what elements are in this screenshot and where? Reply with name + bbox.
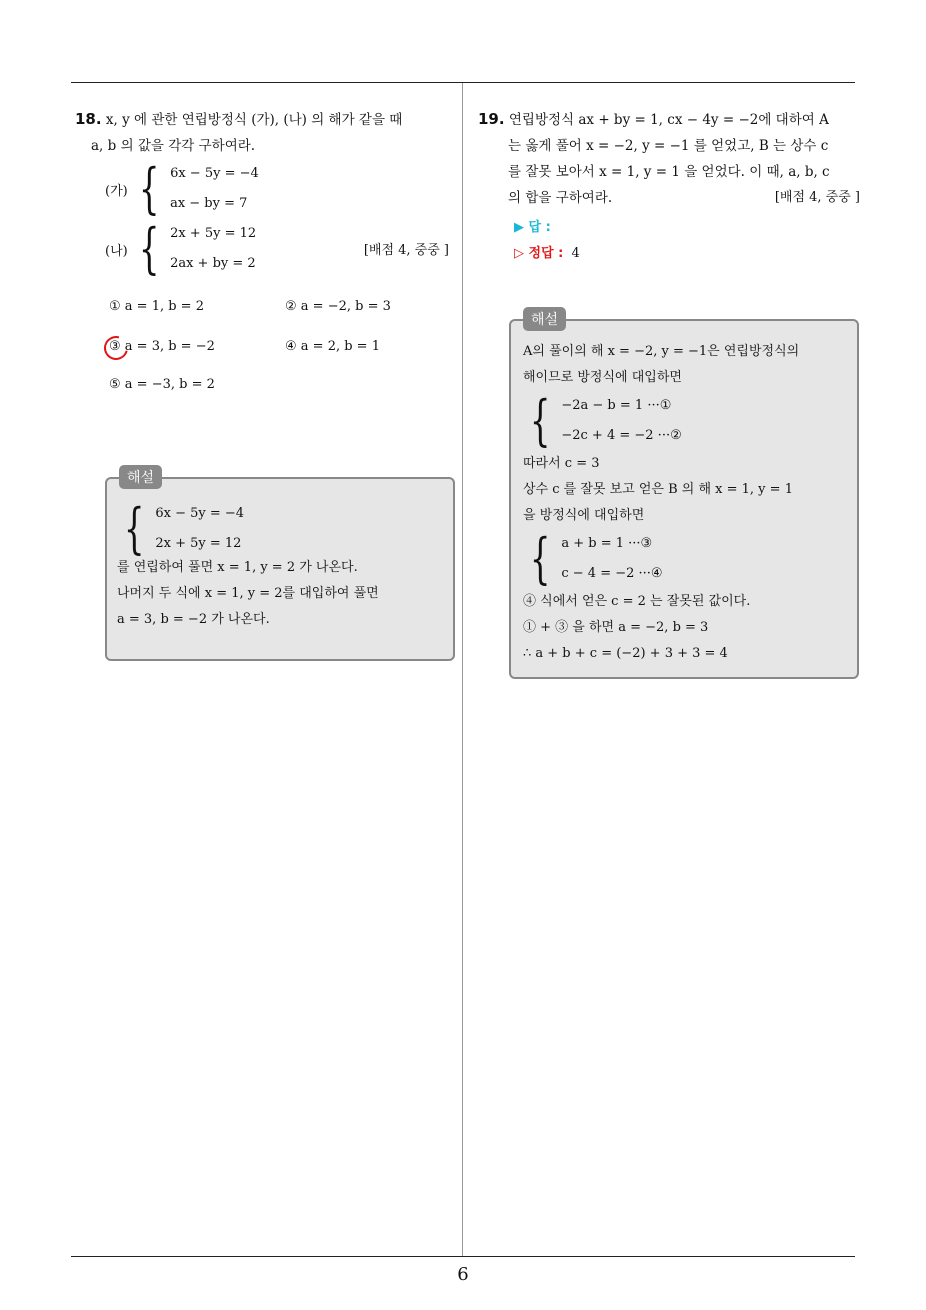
solution-line: 따라서 c = 3 bbox=[523, 456, 600, 471]
column-divider bbox=[462, 83, 463, 1256]
solution-line: ① + ③ 을 하면 a = −2, b = 3 bbox=[523, 620, 709, 635]
question-prompt: 연립방정식 ax + by = 1, cx − 4y = −2에 대하여 A bbox=[508, 112, 829, 128]
solution-box-18 bbox=[105, 470, 455, 661]
equation: 2x + 5y = 12 bbox=[155, 536, 242, 551]
solution-line: A의 풀이의 해 x = −2, y = −1은 연립방정식의 bbox=[523, 344, 800, 359]
page-number: 6 bbox=[457, 1264, 469, 1285]
choice-2[interactable]: ② a = −2, b = 3 bbox=[285, 299, 391, 314]
solution-line: ∴ a + b + c = (−2) + 3 + 3 = 4 bbox=[523, 646, 728, 661]
equation: 2ax + by = 2 bbox=[170, 256, 256, 271]
solution-line: a = 3, b = −2 가 나온다. bbox=[117, 612, 270, 627]
solution-line: 나머지 두 식에 x = 1, y = 2를 대입하여 풀면 bbox=[117, 586, 379, 601]
question-19 bbox=[478, 106, 860, 267]
question-number: 18. bbox=[75, 110, 102, 128]
score-label: [배점 4, 중중 ] bbox=[774, 190, 860, 205]
solution-system-2 bbox=[523, 529, 847, 589]
solution-line: 를 연립하여 풀면 x = 1, y = 2 가 나온다. bbox=[117, 560, 358, 575]
brace-icon: { bbox=[138, 157, 160, 220]
choice-3-label: ③ a = 3, b = −2 bbox=[109, 339, 215, 354]
solution-line: 해이므로 방정식에 대입하면 bbox=[523, 370, 682, 385]
equation: ax − by = 7 bbox=[170, 196, 248, 211]
solution-tag: 해설 bbox=[523, 307, 566, 331]
solution-system-1 bbox=[523, 391, 847, 451]
choice-1[interactable]: ① a = 1, b = 2 bbox=[109, 299, 204, 314]
choice-list bbox=[75, 299, 455, 409]
brace-icon: { bbox=[529, 389, 551, 452]
question-number: 19. bbox=[478, 110, 505, 128]
equation: 2x + 5y = 12 bbox=[170, 226, 257, 241]
question-prompt-cont: a, b 의 값을 각각 구하여라. bbox=[91, 138, 256, 154]
equation: −2a − b = 1 ···① bbox=[561, 398, 672, 413]
question-prompt-cont: 는 옳게 풀어 x = −2, y = −1 를 얻었고, B 는 상수 c bbox=[508, 138, 829, 154]
question-prompt: x, y 에 관한 연립방정식 (가), (나) 의 해가 같을 때 bbox=[105, 112, 403, 128]
system-label: (가) bbox=[105, 183, 128, 199]
question-18 bbox=[75, 106, 455, 409]
system-ga bbox=[105, 159, 455, 219]
choice-5[interactable]: ⑤ a = −3, b = 2 bbox=[109, 377, 215, 392]
answer-label: ▶ 답 : bbox=[514, 220, 551, 235]
correct-answer-label: ▷ 정답 : bbox=[514, 246, 564, 261]
equation: 6x − 5y = −4 bbox=[170, 166, 259, 181]
solution-line: 을 방정식에 대입하면 bbox=[523, 508, 645, 523]
brace-icon: { bbox=[123, 497, 145, 560]
solution-system bbox=[117, 499, 443, 559]
solution-tag: 해설 bbox=[119, 465, 162, 489]
solution-box-19 bbox=[509, 312, 859, 679]
system-label: (나) bbox=[105, 243, 128, 259]
question-prompt-cont: 를 잘못 보아서 x = 1, y = 1 을 얻었다. 이 때, a, b, c bbox=[508, 164, 830, 180]
equation: −2c + 4 = −2 ···② bbox=[561, 428, 682, 443]
score-label: [배점 4, 중중 ] bbox=[363, 243, 449, 258]
solution-line: 상수 c 를 잘못 보고 얻은 B 의 해 x = 1, y = 1 bbox=[523, 482, 793, 497]
equation: a + b = 1 ···③ bbox=[561, 536, 653, 551]
equation: 6x − 5y = −4 bbox=[155, 506, 245, 521]
choice-3-selected[interactable] bbox=[109, 339, 215, 354]
answer-mark-icon bbox=[100, 332, 133, 365]
system-na bbox=[105, 219, 455, 279]
brace-icon: { bbox=[138, 217, 160, 280]
correct-answer-value: 4 bbox=[571, 246, 580, 261]
bottom-rule bbox=[71, 1256, 855, 1257]
question-prompt-cont: 의 합을 구하여라. bbox=[508, 190, 613, 206]
solution-line: ④ 식에서 얻은 c = 2 는 잘못된 값이다. bbox=[523, 594, 751, 609]
brace-icon: { bbox=[529, 527, 551, 590]
equation: c − 4 = −2 ···④ bbox=[561, 566, 663, 581]
choice-4[interactable]: ④ a = 2, b = 1 bbox=[285, 339, 380, 354]
top-rule bbox=[71, 82, 855, 83]
